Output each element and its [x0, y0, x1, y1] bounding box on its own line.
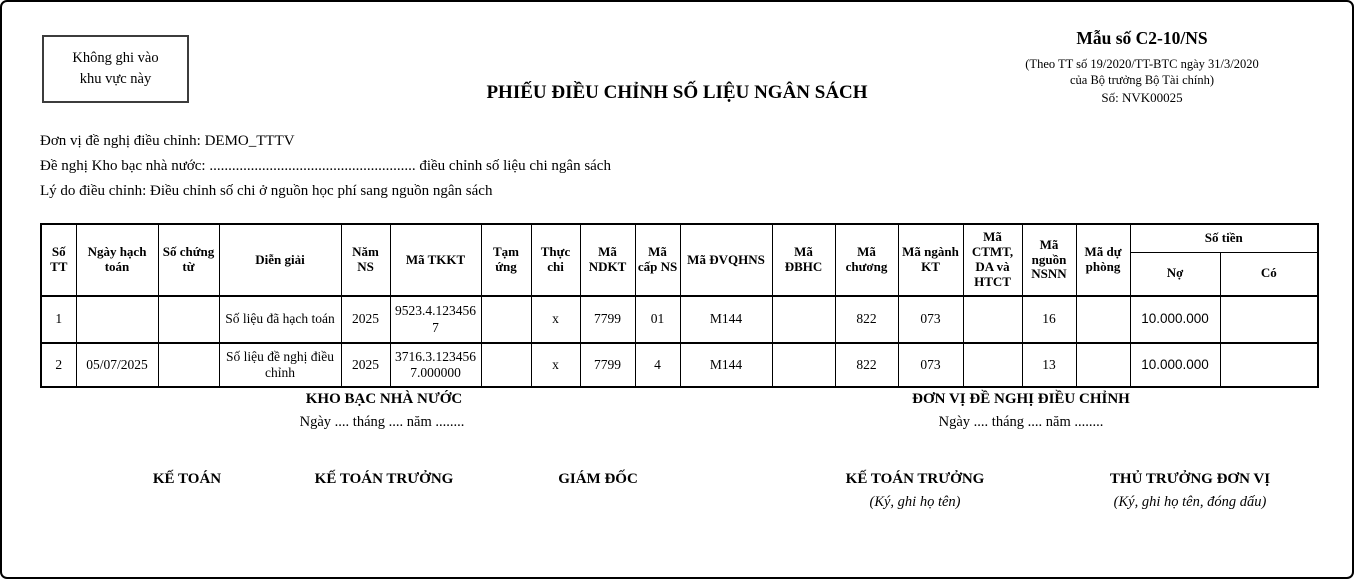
cell-no-amount: 10.000.000 — [1130, 343, 1220, 387]
cell-tam-ung — [481, 296, 531, 343]
col-header-ngay-hach-toan: Ngày hạch toán — [76, 224, 158, 296]
cell-ma-chuong: 822 — [835, 296, 898, 343]
cell-ma-tkkt: 9523.4.1234567 — [390, 296, 481, 343]
cell-co-amount — [1220, 296, 1318, 343]
col-header-ma-ctmt: Mã CTMT, DA và HTCT — [963, 224, 1022, 296]
col-header-ma-chuong: Mã chương — [835, 224, 898, 296]
col-header-no: Nợ — [1130, 252, 1220, 296]
info-block — [40, 131, 611, 206]
col-header-ma-dvqhns: Mã ĐVQHNS — [680, 224, 772, 296]
signature-ke-toan-truong-left: KẾ TOÁN TRƯỞNG — [314, 471, 454, 487]
cell-ma-du-phong — [1076, 343, 1130, 387]
requesting-unit-line: Đơn vị đề nghị điều chỉnh: DEMO_TTTV — [40, 133, 295, 149]
cell-ma-nganh-kt: 073 — [898, 343, 963, 387]
cell-ma-nguon-nsnn: 13 — [1022, 343, 1076, 387]
col-header-so-tien-group: Số tiền — [1130, 224, 1318, 252]
form-note-line2: của Bộ trưởng Bộ Tài chính) — [1069, 73, 1215, 88]
cell-ma-dvqhns: M144 — [680, 296, 772, 343]
cell-ma-cap-ns: 4 — [635, 343, 680, 387]
cell-ma-ctmt — [963, 296, 1022, 343]
cell-ma-du-phong — [1076, 296, 1130, 343]
col-header-ma-nguon-nsnn: Mã nguồn NSNN — [1022, 224, 1076, 296]
cell-ma-chuong: 822 — [835, 343, 898, 387]
cell-nam-ns: 2025 — [341, 343, 390, 387]
cell-dien-giai: Số liệu đã hạch toán — [219, 296, 341, 343]
signature-note-ke-toan-truong: (Ký, ghi họ tên) — [869, 494, 961, 510]
cell-stt: 1 — [41, 296, 76, 343]
unit-date-line: Ngày .... tháng .... năm ........ — [938, 414, 1104, 430]
cell-ngay-hach-toan — [76, 296, 158, 343]
signature-ke-toan: KẾ TOÁN — [152, 471, 222, 487]
signature-giam-doc: GIÁM ĐỐC — [558, 471, 638, 487]
cell-ma-dbhc — [772, 343, 835, 387]
table-row — [41, 343, 1318, 387]
col-header-stt: Số TT — [41, 224, 76, 296]
signature-note-thu-truong: (Ký, ghi họ tên, đóng dấu) — [1113, 494, 1267, 510]
cell-thuc-chi: x — [531, 343, 580, 387]
form-code: Mẫu số C2-10/NS — [1076, 28, 1208, 48]
col-header-so-chung-tu: Số chứng từ — [158, 224, 219, 296]
table-row — [41, 296, 1318, 343]
cell-ngay-hach-toan: 05/07/2025 — [76, 343, 158, 387]
form-note-line1: (Theo TT số 19/2020/TT-BTC ngày 31/3/2020 — [1025, 57, 1259, 71]
cell-ma-ndkt: 7799 — [580, 296, 635, 343]
cell-tam-ung — [481, 343, 531, 387]
document-number: Số: NVK00025 — [1101, 89, 1183, 105]
cell-nam-ns: 2025 — [341, 296, 390, 343]
adjustment-table — [40, 223, 1319, 388]
cell-ma-nganh-kt: 073 — [898, 296, 963, 343]
col-header-nam-ns: Năm NS — [341, 224, 390, 296]
col-header-co: Có — [1220, 252, 1318, 296]
col-header-ma-dbhc: Mã ĐBHC — [772, 224, 835, 296]
adjustment-reason-line: Lý do điều chỉnh: Điều chỉnh số chi ở nguồn học phí sang nguồn ngân sách — [40, 183, 493, 199]
signature-thu-truong-don-vi: THỦ TRƯỞNG ĐƠN VỊ — [1109, 471, 1271, 487]
col-header-ma-tkkt: Mã TKKT — [390, 224, 481, 296]
cell-ma-dvqhns: M144 — [680, 343, 772, 387]
cell-so-chung-tu — [158, 343, 219, 387]
treasury-request-line: Đề nghị Kho bạc nhà nước: ....................................................... điều chỉnh số liệu chi ngân sách — [40, 158, 611, 174]
unit-org-heading: ĐƠN VỊ ĐỀ NGHỊ ĐIỀU CHỈNH — [912, 391, 1130, 407]
cell-ma-dbhc — [772, 296, 835, 343]
col-header-ma-cap-ns: Mã cấp NS — [635, 224, 680, 296]
cell-thuc-chi: x — [531, 296, 580, 343]
no-write-area-line1: Không ghi vào — [72, 49, 159, 66]
page-title: PHIẾU ĐIỀU CHỈNH SỐ LIỆU NGÂN SÁCH — [486, 82, 868, 103]
col-header-ma-du-phong: Mã dự phòng — [1076, 224, 1130, 296]
col-header-ma-nganh-kt: Mã ngành KT — [898, 224, 963, 296]
cell-ma-ctmt — [963, 343, 1022, 387]
cell-co-amount — [1220, 343, 1318, 387]
col-header-dien-giai: Diễn giải — [219, 224, 341, 296]
cell-ma-cap-ns: 01 — [635, 296, 680, 343]
col-header-tam-ung: Tạm ứng — [481, 224, 531, 296]
adjustment-table-wrap — [40, 223, 1319, 388]
signature-ke-toan-truong-right: KẾ TOÁN TRƯỞNG — [845, 471, 985, 487]
col-header-thuc-chi: Thực chi — [531, 224, 580, 296]
cell-no-amount: 10.000.000 — [1130, 296, 1220, 343]
no-write-area-line2: khu vực này — [79, 71, 152, 87]
treasury-org-heading: KHO BẠC NHÀ NƯỚC — [305, 391, 463, 407]
cell-stt: 2 — [41, 343, 76, 387]
treasury-date-line: Ngày .... tháng .... năm ........ — [299, 414, 465, 430]
cell-ma-nguon-nsnn: 16 — [1022, 296, 1076, 343]
col-header-ma-ndkt: Mã NDKT — [580, 224, 635, 296]
cell-ma-tkkt: 3716.3.1234567.000000 — [390, 343, 481, 387]
cell-so-chung-tu — [158, 296, 219, 343]
cell-ma-ndkt: 7799 — [580, 343, 635, 387]
cell-dien-giai: Số liệu đề nghị điều chỉnh — [219, 343, 341, 387]
